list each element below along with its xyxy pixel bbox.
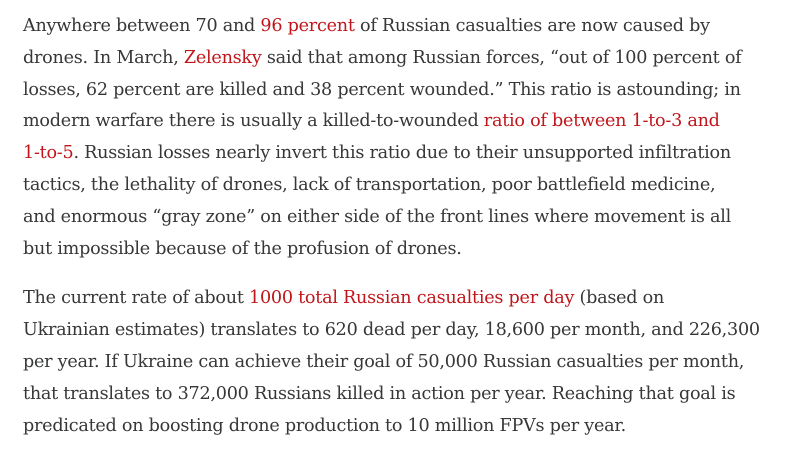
text-run: but impossible because of the profusion of drones. xyxy=(23,238,462,259)
text-line xyxy=(23,411,763,443)
text-line xyxy=(23,75,763,107)
text-run: The current rate of about xyxy=(23,288,249,309)
text-line xyxy=(23,347,763,379)
text-run: per year. If Ukraine can achieve their goal of 50,000 Russian casualties per month, xyxy=(23,351,745,372)
text-run: predicated on boosting drone production to 10 million FPVs per year. xyxy=(23,415,626,436)
inline-link[interactable]: Zelensky xyxy=(183,47,262,68)
text-run: Anywhere between 70 and xyxy=(23,16,261,36)
text-run: modern warfare there is usually a killed-to-wounded xyxy=(23,111,484,132)
inline-link[interactable]: ratio of between 1-to-3 and xyxy=(483,111,720,132)
text-line xyxy=(23,202,763,234)
inline-link[interactable]: 1000 total Russian casualties per day xyxy=(249,288,575,309)
text-line xyxy=(23,379,763,411)
text-run: . Russian losses nearly invert this ratio due to their unsupported infiltration xyxy=(73,143,731,164)
text-line xyxy=(23,170,763,202)
text-run: and enormous “gray zone” on either side of the front lines where movement is all xyxy=(23,206,731,227)
text-line xyxy=(23,11,763,43)
paragraph xyxy=(23,283,763,442)
text-line xyxy=(23,138,763,170)
text-run: (based on xyxy=(574,288,665,309)
text-run: drones. In March, xyxy=(23,47,184,68)
text-line xyxy=(23,43,763,75)
text-run: losses, 62 percent are killed and 38 percent wounded.” This ratio is astounding; in xyxy=(23,79,741,100)
text-line xyxy=(23,234,763,266)
text-run: tactics, the lethality of drones, lack of transportation, poor battlefield medicine, xyxy=(23,174,716,195)
text-line xyxy=(23,106,763,138)
inline-link[interactable]: 96 percent xyxy=(260,16,355,36)
text-line xyxy=(23,315,763,347)
text-run: of Russian casualties are now caused by xyxy=(354,16,710,36)
text-line xyxy=(23,283,763,315)
text-run: that translates to 372,000 Russians killed in action per year. Reaching that goal is xyxy=(23,383,736,404)
paragraph xyxy=(23,11,763,265)
text-run: Ukrainian estimates) translates to 620 dead per day, 18,600 per month, and 226,300 xyxy=(23,320,760,341)
text-run: said that among Russian forces, “out of 100 percent of xyxy=(261,47,742,68)
inline-link[interactable]: 1-to-5 xyxy=(23,143,74,164)
